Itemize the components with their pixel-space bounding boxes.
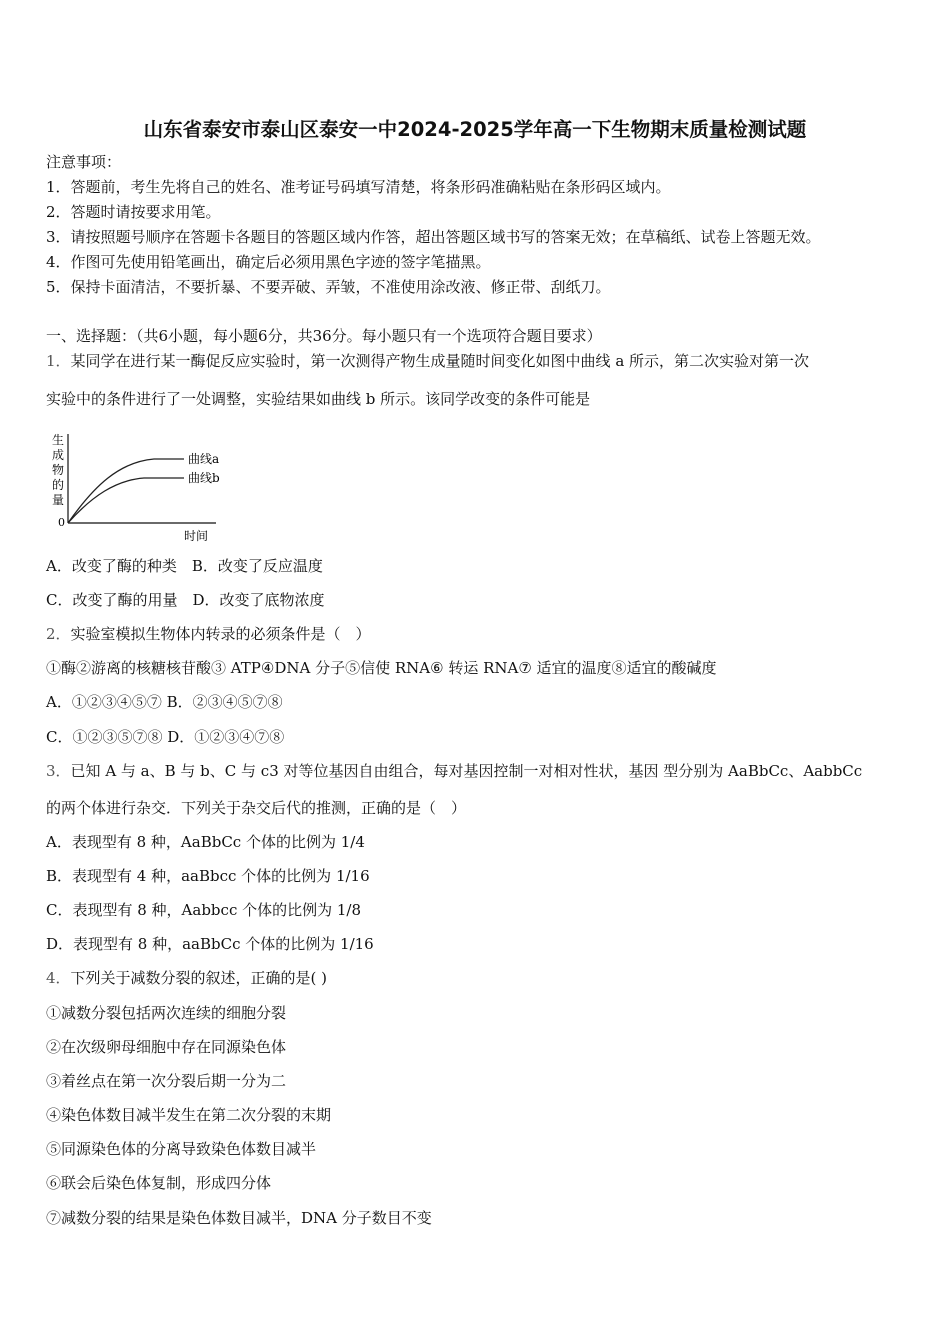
question-2-options-cd: C．①②③⑤⑦⑧ D．①②③④⑦⑧ [46, 728, 285, 746]
y-axis-label-char: 物 [52, 463, 65, 477]
question-2-options-ab: A．①②③④⑤⑦ B．②③④⑤⑦⑧ [46, 693, 283, 711]
question-1-line1: 某同学在进行某一酶促反应实验时，第一次测得产物生成量随时间变化如图中曲线 a 所示，第二次实验对第一次 [70, 352, 810, 370]
question-4-item: ③着丝点在第一次分裂后期一分为二 [46, 1072, 287, 1090]
notice-item: 5．保持卡面清洁，不要折暴、不要弄破、弄皱，不准使用涂改液、修正带、刮纸刀。 [46, 278, 611, 296]
section-heading: 一、选择题：（共6小题，每小题6分，共36分。每小题只有一个选项符合题目要求） [46, 327, 602, 345]
y-axis-label-char: 生 [52, 433, 65, 447]
origin-label: 0 [58, 516, 65, 529]
question-4-item: ①减数分裂包括两次连续的细胞分裂 [46, 1004, 287, 1022]
notice-item: 3．请按照题号顺序在答题卡各题目的答题区域内作答，超出答题区域书写的答案无效；在草稿纸、试卷上答题无效。 [46, 228, 821, 246]
question-2-conditions: ①酶②游离的核糖核苷酸③ ATP④DNA 分子⑤信使 RNA⑥ 转运 RNA⑦ 适宜的温度⑧适宜的酸碱度 [46, 659, 717, 677]
question-4-text: 下列关于减数分裂的叙述，正确的是( ) [70, 969, 328, 987]
question-number: 2． [46, 625, 71, 643]
question-4-item: ④染色体数目减半发生在第二次分裂的末期 [46, 1106, 332, 1124]
notice-heading: 注意事项： [46, 153, 122, 171]
question-4-item: ⑦减数分裂的结果是染色体数目减半，DNA 分子数目不变 [46, 1209, 432, 1227]
question-1-stem [46, 351, 809, 371]
question-3-option: A．表现型有 8 种，AaBbCc 个体的比例为 1/4 [46, 833, 365, 851]
question-3-line1: 已知 A 与 a、B 与 b、C 与 c3 对等位基因自由组合，每对基因控制一对相对性状，基因 型分别为 AaBbCc、AabbCc [70, 762, 863, 780]
enzyme-product-graph [44, 426, 234, 550]
y-axis-label-char: 量 [52, 493, 65, 507]
question-number: 1． [46, 352, 71, 370]
question-2-text: 实验室模拟生物体内转录的必须条件是（ ） [70, 625, 371, 643]
question-3-option: C．表现型有 8 种，Aabbcc 个体的比例为 1/8 [46, 901, 362, 919]
question-3-line2: 的两个体进行杂交．下列关于杂交后代的推测，正确的是（ ） [46, 799, 467, 817]
question-4-item: ⑤同源染色体的分离导致染色体数目减半 [46, 1140, 317, 1158]
question-2-stem [46, 624, 371, 644]
curve-b-label: 曲线b [188, 471, 220, 485]
question-number: 4． [46, 969, 71, 987]
question-1-options-ab: A．改变了酶的种类 B．改变了反应温度 [46, 557, 323, 575]
curve-a-label: 曲线a [188, 452, 220, 466]
notice-item: 4．作图可先使用铅笔画出，确定后必须用黑色字迹的签字笔描黑。 [46, 253, 491, 271]
notice-item: 1．答题前，考生先将自己的姓名、准考证号码填写清楚，将条形码准确粘贴在条形码区域内。 [46, 178, 671, 196]
question-3-option: D．表现型有 8 种，aaBbCc 个体的比例为 1/16 [46, 935, 374, 953]
curve-a [68, 459, 184, 523]
question-4-item: ②在次级卵母细胞中存在同源染色体 [46, 1038, 287, 1056]
question-4-stem [46, 968, 327, 988]
y-axis-label-char: 的 [52, 478, 65, 492]
page-title: 山东省泰安市泰山区泰安一中2024-2025学年高一下生物期末质量检测试题 [143, 118, 807, 141]
question-number: 3． [46, 762, 71, 780]
question-4-item: ⑥联会后染色体复制，形成四分体 [46, 1174, 272, 1192]
question-3-stem [46, 761, 862, 781]
question-3-option: B．表现型有 4 种，aaBbcc 个体的比例为 1/16 [46, 867, 370, 885]
notice-item: 2．答题时请按要求用笔。 [46, 203, 221, 221]
question-1-line2: 实验中的条件进行了一处调整，实验结果如曲线 b 所示。该同学改变的条件可能是 [46, 390, 591, 408]
question-1-options-cd: C．改变了酶的用量 D．改变了底物浓度 [46, 591, 325, 609]
x-axis-label: 时间 [184, 529, 209, 543]
y-axis-label-char: 成 [52, 448, 65, 462]
